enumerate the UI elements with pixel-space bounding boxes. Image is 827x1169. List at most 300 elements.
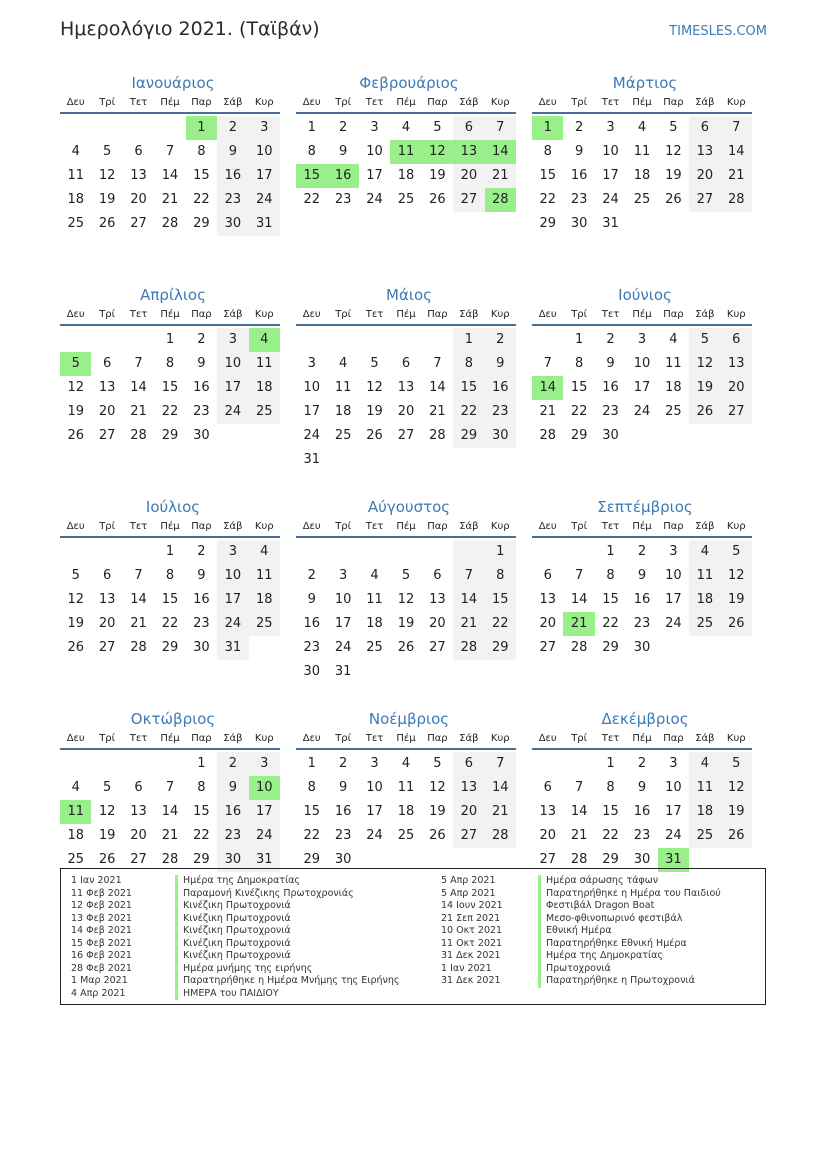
- day-cell: 11: [633, 144, 651, 159]
- day-cell: 13: [429, 592, 446, 607]
- day-cell: 25: [397, 828, 415, 843]
- day-cell: 10: [665, 780, 682, 795]
- day-cell: 17: [217, 588, 248, 612]
- day-cell: 28: [570, 640, 588, 655]
- day-cell: 8: [606, 780, 615, 795]
- holiday-date: 1 Ιαν 2021: [441, 962, 492, 974]
- day-cell: 27: [397, 428, 415, 443]
- day-cell: 4: [401, 120, 411, 135]
- day-cell: 29: [570, 428, 588, 443]
- day-cell: 22: [539, 192, 556, 207]
- day-cell: 20: [689, 164, 720, 188]
- day-cell: 26: [721, 824, 752, 848]
- day-cell: 21: [485, 164, 516, 188]
- day-cell: 20: [130, 828, 147, 843]
- weekday-label: Τετ: [601, 733, 620, 744]
- holiday-name: Φεστιβάλ Dragon Boat: [538, 900, 721, 913]
- day-cell: 23: [217, 824, 248, 848]
- day-cell: 16: [633, 592, 651, 607]
- weekday-label: Πέμ: [632, 97, 652, 108]
- month-name: Δεκέμβριος: [601, 710, 689, 728]
- day-cell: 30: [217, 212, 248, 236]
- month-name: Οκτώβριος: [130, 710, 216, 728]
- weekday-label: Δευ: [538, 733, 557, 744]
- day-cell: 30: [602, 428, 619, 443]
- day-cell: 20: [539, 828, 556, 843]
- day-cell: 26: [429, 828, 446, 843]
- day-cell: 8: [543, 144, 552, 159]
- day-cell: 31: [249, 212, 280, 236]
- day-cell: 15: [570, 380, 588, 395]
- day-cell: 9: [217, 140, 248, 164]
- empty-day-cell: [532, 540, 563, 564]
- day-cell: 24: [665, 828, 682, 843]
- holiday-date: 28 Φεβ 2021: [71, 962, 132, 974]
- day-cell: 11: [397, 780, 415, 795]
- days-grid: [532, 752, 752, 872]
- day-cell: 18: [397, 168, 415, 183]
- empty-day-cell: [453, 540, 484, 564]
- weekday-label: Κυρ: [254, 97, 274, 108]
- weekday-label: Παρ: [191, 521, 212, 532]
- empty-day-cell: [296, 328, 327, 352]
- holiday-list: [60, 868, 766, 1005]
- weekday-label: Τρί: [571, 97, 588, 108]
- weekday-header: [532, 518, 752, 538]
- day-cell: 3: [249, 752, 280, 776]
- day-cell: 3: [307, 356, 316, 371]
- day-cell: 14: [130, 592, 147, 607]
- day-cell: 27: [721, 400, 752, 424]
- empty-day-cell: [123, 328, 154, 352]
- day-cell: 7: [485, 116, 516, 140]
- weekday-label: Δευ: [66, 521, 85, 532]
- day-cell: 26: [397, 640, 415, 655]
- weekday-label: Τρί: [335, 97, 352, 108]
- days-grid: [296, 328, 516, 472]
- day-cell: 1: [165, 332, 175, 347]
- month-name: Φεβρουάριος: [359, 74, 459, 92]
- day-cell: 23: [602, 404, 619, 419]
- day-cell: 8: [307, 144, 316, 159]
- day-cell: 17: [303, 404, 320, 419]
- month-name: Ιούνιος: [618, 286, 672, 304]
- day-cell: 12: [665, 144, 682, 159]
- day-cell: 17: [366, 804, 383, 819]
- day-cell: 24: [366, 192, 383, 207]
- day-cell: 21: [130, 404, 147, 419]
- month-calendar: [60, 494, 286, 706]
- day-cell: 19: [429, 804, 446, 819]
- days-grid: [296, 752, 516, 872]
- month-name: Σεπτέμβριος: [597, 498, 693, 516]
- day-cell: 30: [193, 640, 210, 655]
- day-cell: 27: [130, 852, 147, 867]
- day-cell: 7: [721, 116, 752, 140]
- day-cell: 25: [689, 612, 720, 636]
- weekday-label: Κυρ: [726, 97, 746, 108]
- day-cell: 17: [249, 164, 280, 188]
- day-cell: 21: [721, 164, 752, 188]
- holiday-name: Παραμονή Κινέζικης Πρωτοχρονιάς: [175, 888, 399, 901]
- weekday-label: Σάβ: [459, 97, 479, 108]
- day-cell: 12: [67, 380, 84, 395]
- day-cell: 27: [539, 852, 556, 867]
- day-cell: 18: [633, 168, 651, 183]
- day-cell: 5: [433, 120, 442, 135]
- day-cell: 22: [161, 404, 179, 419]
- day-cell: 23: [633, 828, 651, 843]
- day-cell: 6: [453, 752, 484, 776]
- weekday-label: Τρί: [99, 733, 116, 744]
- day-cell: 7: [165, 144, 175, 159]
- weekday-label: Τετ: [129, 733, 148, 744]
- weekday-label: Κυρ: [726, 309, 746, 320]
- day-cell: 20: [429, 616, 446, 631]
- day-cell: 30: [485, 424, 516, 448]
- weekday-label: Παρ: [427, 97, 448, 108]
- day-cell: 29: [539, 216, 556, 231]
- day-cell: 7: [433, 356, 442, 371]
- day-cell: 15: [193, 168, 210, 183]
- day-cell: 18: [67, 828, 84, 843]
- day-cell: 7: [543, 356, 552, 371]
- day-cell: 15: [485, 588, 516, 612]
- day-cell: 25: [689, 824, 720, 848]
- weekday-label: Κυρ: [490, 521, 510, 532]
- weekday-label: Σάβ: [695, 309, 715, 320]
- day-cell: 5: [689, 328, 720, 352]
- day-cell: 17: [366, 168, 383, 183]
- weekday-label: Τετ: [129, 97, 148, 108]
- days-grid: [60, 328, 280, 448]
- day-cell: 10: [334, 592, 352, 607]
- day-cell: 10: [303, 380, 320, 395]
- day-cell: 1: [165, 544, 175, 559]
- empty-day-cell: [91, 752, 122, 776]
- day-cell: 29: [193, 852, 210, 867]
- empty-day-cell: [60, 540, 91, 564]
- weekday-label: Τετ: [601, 521, 620, 532]
- day-cell: 13: [98, 380, 116, 395]
- day-cell: 10: [665, 568, 682, 583]
- weekday-header: [296, 730, 516, 750]
- day-cell: 30: [633, 640, 651, 655]
- weekday-label: Σάβ: [223, 97, 243, 108]
- day-cell: 19: [366, 404, 383, 419]
- holiday-day-cell: 4: [249, 328, 280, 352]
- day-cell: 18: [334, 404, 352, 419]
- day-cell: 1: [453, 328, 484, 352]
- weekday-label: Σάβ: [459, 309, 479, 320]
- day-cell: 7: [134, 356, 143, 371]
- day-cell: 2: [217, 752, 248, 776]
- day-cell: 18: [689, 588, 720, 612]
- days-grid: [532, 540, 752, 660]
- day-cell: 25: [397, 192, 415, 207]
- holiday-date: 16 Φεβ 2021: [71, 950, 132, 961]
- holiday-day-cell: 28: [485, 188, 516, 212]
- day-cell: 29: [161, 428, 179, 443]
- weekday-label: Παρ: [427, 521, 448, 532]
- month-calendar: [296, 70, 522, 282]
- day-cell: 13: [689, 140, 720, 164]
- day-cell: 7: [165, 780, 175, 795]
- holiday-date: 5 Απρ 2021: [441, 875, 496, 886]
- day-cell: 12: [721, 776, 752, 800]
- day-cell: 26: [689, 400, 720, 424]
- days-grid: [296, 540, 516, 684]
- weekday-label: Σάβ: [695, 97, 715, 108]
- day-cell: 11: [334, 380, 352, 395]
- day-cell: 20: [539, 616, 556, 631]
- day-cell: 28: [485, 824, 516, 848]
- weekday-label: Σάβ: [223, 309, 243, 320]
- day-cell: 13: [130, 168, 147, 183]
- weekday-label: Τετ: [601, 309, 620, 320]
- month-name: Νοέμβριος: [368, 710, 450, 728]
- day-cell: 19: [721, 588, 752, 612]
- day-cell: 17: [334, 616, 352, 631]
- day-cell: 30: [217, 848, 248, 872]
- empty-day-cell: [60, 752, 91, 776]
- day-cell: 4: [71, 144, 80, 159]
- day-cell: 18: [397, 804, 415, 819]
- day-cell: 7: [134, 568, 143, 583]
- weekday-label: Τετ: [129, 521, 148, 532]
- holiday-date: 31 Δεκ 2021: [441, 950, 501, 961]
- weekday-label: Τρί: [571, 521, 588, 532]
- day-cell: 5: [433, 756, 442, 771]
- holiday-date: 14 Ιουν 2021: [441, 900, 503, 911]
- days-grid: [60, 116, 280, 236]
- month-calendar: [296, 494, 522, 706]
- weekday-header: [60, 306, 280, 326]
- day-cell: 24: [366, 828, 383, 843]
- weekday-header: [532, 306, 752, 326]
- day-cell: 22: [453, 400, 484, 424]
- day-cell: 9: [338, 144, 348, 159]
- day-cell: 3: [370, 120, 379, 135]
- day-cell: 17: [249, 800, 280, 824]
- weekday-label: Τρί: [335, 521, 352, 532]
- day-cell: 28: [130, 640, 147, 655]
- weekday-header: [296, 94, 516, 114]
- weekday-label: Δευ: [66, 309, 85, 320]
- holiday-day-cell: 5: [60, 352, 91, 376]
- weekday-label: Κυρ: [254, 521, 274, 532]
- day-cell: 6: [721, 328, 752, 352]
- weekday-label: Τετ: [365, 733, 384, 744]
- weekday-label: Πέμ: [396, 521, 416, 532]
- holiday-day-cell: 13: [453, 140, 484, 164]
- day-cell: 16: [570, 168, 588, 183]
- day-cell: 11: [249, 352, 280, 376]
- day-cell: 28: [570, 852, 588, 867]
- day-cell: 24: [217, 400, 248, 424]
- day-cell: 26: [98, 852, 116, 867]
- day-cell: 9: [307, 592, 316, 607]
- day-cell: 19: [721, 800, 752, 824]
- holiday-name: Ημέρα της Δημοκρατίας: [175, 875, 399, 888]
- month-name: Απρίλιος: [140, 286, 206, 304]
- day-cell: 19: [98, 828, 116, 843]
- day-cell: 2: [637, 756, 647, 771]
- day-cell: 21: [485, 800, 516, 824]
- day-cell: 15: [602, 592, 619, 607]
- holiday-day-cell: 31: [658, 848, 689, 872]
- day-cell: 3: [249, 116, 280, 140]
- day-cell: 12: [721, 564, 752, 588]
- day-cell: 6: [401, 356, 411, 371]
- day-cell: 23: [303, 640, 320, 655]
- day-cell: 25: [633, 192, 651, 207]
- day-cell: 4: [249, 540, 280, 564]
- day-cell: 2: [217, 116, 248, 140]
- empty-day-cell: [91, 116, 122, 140]
- empty-day-cell: [123, 540, 154, 564]
- day-cell: 2: [637, 544, 647, 559]
- weekday-label: Τρί: [99, 309, 116, 320]
- day-cell: 21: [453, 612, 484, 636]
- day-cell: 5: [721, 752, 752, 776]
- day-cell: 29: [485, 636, 516, 660]
- days-grid: [296, 116, 516, 212]
- month-calendar: [60, 70, 286, 282]
- weekday-label: Πέμ: [632, 521, 652, 532]
- day-cell: 25: [67, 852, 84, 867]
- day-cell: 11: [665, 356, 682, 371]
- day-cell: 5: [102, 780, 112, 795]
- holiday-date: 1 Μαρ 2021: [71, 975, 128, 986]
- day-cell: 13: [539, 804, 556, 819]
- weekday-label: Παρ: [663, 97, 684, 108]
- weekday-label: Παρ: [663, 521, 684, 532]
- day-cell: 24: [303, 428, 320, 443]
- day-cell: 19: [67, 616, 84, 631]
- weekday-label: Δευ: [302, 309, 321, 320]
- month-calendar: [532, 494, 758, 706]
- holiday-name: ΗΜΕΡΑ του ΠΑΙΔΙΟΥ: [175, 988, 399, 1001]
- weekday-header: [296, 518, 516, 538]
- day-cell: 13: [130, 804, 147, 819]
- weekday-label: Κυρ: [726, 521, 746, 532]
- day-cell: 14: [161, 168, 179, 183]
- page-title: Ημερολόγιο 2021. (Ταϊβάν): [60, 18, 320, 40]
- day-cell: 2: [574, 120, 584, 135]
- day-cell: 20: [397, 404, 415, 419]
- day-cell: 4: [669, 332, 678, 347]
- empty-day-cell: [563, 540, 594, 564]
- day-cell: 27: [98, 640, 116, 655]
- empty-day-cell: [390, 540, 421, 564]
- weekday-label: Δευ: [302, 521, 321, 532]
- day-cell: 10: [366, 144, 383, 159]
- day-cell: 10: [366, 780, 383, 795]
- day-cell: 14: [721, 140, 752, 164]
- day-cell: 17: [665, 592, 682, 607]
- holiday-day-cell: 1: [532, 116, 563, 140]
- day-cell: 17: [633, 380, 651, 395]
- holiday-date: 12 Φεβ 2021: [71, 900, 132, 911]
- day-cell: 22: [303, 192, 320, 207]
- day-cell: 15: [539, 168, 556, 183]
- day-cell: 2: [197, 332, 206, 347]
- weekday-label: Δευ: [66, 97, 85, 108]
- day-cell: 23: [570, 192, 588, 207]
- day-cell: 17: [602, 168, 619, 183]
- day-cell: 1: [606, 544, 615, 559]
- holiday-day-cell: 14: [485, 140, 516, 164]
- day-cell: 16: [485, 376, 516, 400]
- holiday-name: Πρωτοχρονιά: [538, 963, 721, 976]
- day-cell: 28: [539, 428, 556, 443]
- weekday-label: Πέμ: [160, 733, 180, 744]
- weekday-label: Τετ: [365, 521, 384, 532]
- empty-day-cell: [563, 752, 594, 776]
- weekday-label: Πέμ: [396, 309, 416, 320]
- weekday-label: Δευ: [538, 521, 557, 532]
- holiday-name: Κινέζικη Πρωτοχρονιά: [175, 913, 399, 926]
- day-cell: 11: [67, 168, 84, 183]
- weekday-label: Σάβ: [223, 733, 243, 744]
- day-cell: 19: [429, 168, 446, 183]
- holiday-date: 13 Φεβ 2021: [71, 912, 132, 924]
- month-name: Ιούλιος: [145, 498, 201, 516]
- day-cell: 22: [193, 828, 210, 843]
- day-cell: 10: [633, 356, 651, 371]
- day-cell: 7: [485, 752, 516, 776]
- day-cell: 10: [217, 352, 248, 376]
- days-grid: [532, 116, 752, 236]
- weekday-label: Τετ: [601, 97, 620, 108]
- day-cell: 15: [453, 376, 484, 400]
- weekday-label: Παρ: [663, 309, 684, 320]
- day-cell: 9: [606, 356, 615, 371]
- holiday-day-cell: 1: [186, 116, 217, 140]
- day-cell: 9: [197, 356, 206, 371]
- empty-day-cell: [154, 752, 185, 776]
- empty-day-cell: [327, 540, 358, 564]
- day-cell: 12: [98, 168, 116, 183]
- day-cell: 23: [485, 400, 516, 424]
- day-cell: 4: [370, 568, 379, 583]
- day-cell: 24: [249, 824, 280, 848]
- day-cell: 16: [217, 800, 248, 824]
- day-cell: 6: [102, 356, 112, 371]
- day-cell: 3: [338, 568, 348, 583]
- day-cell: 4: [689, 540, 720, 564]
- day-cell: 17: [217, 376, 248, 400]
- day-cell: 20: [98, 404, 116, 419]
- day-cell: 12: [429, 780, 446, 795]
- day-cell: 29: [602, 852, 619, 867]
- empty-day-cell: [327, 328, 358, 352]
- day-cell: 8: [574, 356, 584, 371]
- site-link[interactable]: TIMESLES.COM: [669, 24, 767, 39]
- holiday-name: Ημέρα της Δημοκρατίας: [538, 950, 721, 963]
- holiday-name: Παρατηρήθηκε η Πρωτοχρονιά: [538, 975, 721, 988]
- day-cell: 3: [669, 756, 678, 771]
- day-cell: 14: [570, 804, 588, 819]
- weekday-header: [296, 306, 516, 326]
- holiday-name: Ημέρα μνήμης της ειρήνης: [175, 963, 399, 976]
- day-cell: 18: [249, 588, 280, 612]
- weekday-label: Παρ: [427, 309, 448, 320]
- month-name: Μάρτιος: [612, 74, 678, 92]
- day-cell: 18: [689, 800, 720, 824]
- day-cell: 3: [370, 756, 379, 771]
